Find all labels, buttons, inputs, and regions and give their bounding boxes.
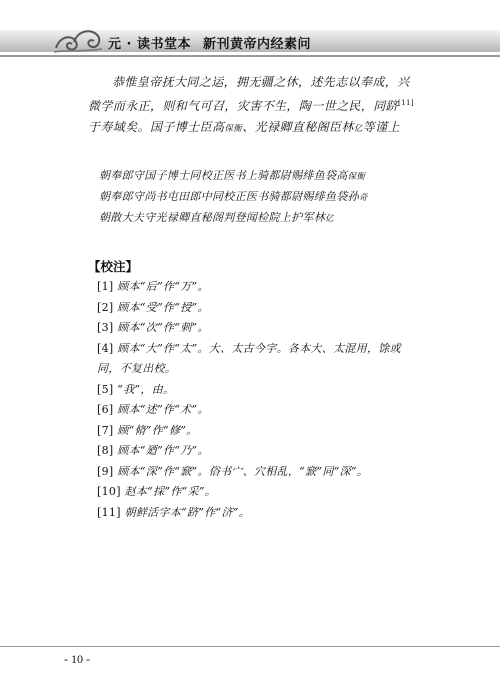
preface-sep: 、光禄卿直秘阁臣林 (242, 120, 354, 134)
page-content (88, 72, 420, 523)
notes-list (88, 277, 420, 523)
notes-heading: 【校注】 (88, 259, 139, 274)
page-number: - 10 - (64, 652, 90, 666)
preface-paragraph (88, 72, 420, 140)
note-item: [3] 顾本“次”作“刺”。 (97, 321, 209, 334)
footer-rule (0, 646, 500, 647)
book-title: 新刊黄帝内经素问 (203, 37, 312, 52)
header-title (108, 33, 311, 52)
note-item: [7] 顾“脩”作“修”。 (97, 423, 198, 437)
page-header (0, 0, 500, 62)
note-item: [4] 顾本“大”作“太”。大、太古今字。各本大、太混用，馀或同，不复出校。 (97, 341, 401, 375)
preface-text-tail: 于寿域矣。国子博士臣高 (88, 120, 225, 134)
preface-closing: 等谨上 (362, 120, 400, 134)
note-item: [10] 赵本“採”作“采”。 (97, 485, 217, 498)
signature-block (88, 166, 420, 229)
note-item: [11] 朝鲜活字本“跻”作“济”。 (97, 505, 250, 519)
note-item: [6] 顾本“述”作“术”。 (97, 403, 209, 416)
note-item: [8] 顾本“廼”作“乃”。 (97, 444, 209, 457)
preface-text: 恭惟皇帝抚大同之运，拥无疆之休，述先志以奉成，兴微学而永正，则和气可召，灾害不生，陶一世之民，同跻 (88, 75, 410, 113)
cloud-ornament-icon (52, 22, 104, 58)
series-title: 元 · 读书堂本 (108, 37, 191, 52)
note-reference: [11] (398, 99, 414, 107)
author-name: 亿 (353, 124, 363, 134)
signature-line: 朝散大夫守光禄卿直秘阁判登闻检院上护军林亿 (99, 211, 334, 224)
note-item: [9] 顾本“深”作“窾”。俗书宀、穴相乱，“窾”同“深”。 (97, 464, 369, 478)
note-item: [1] 顾本“后”作“万”。 (97, 280, 209, 293)
author-name: 保衡 (224, 124, 243, 134)
note-item: [2] 顾本“受”作“授”。 (97, 300, 209, 314)
note-item: [5] “我”，由。 (97, 382, 175, 396)
signature-line: 朝奉郎守尚书屯田郎中同校正医书骑都尉赐绯鱼袋孙奇 (99, 190, 368, 203)
signature-line: 朝奉郎守国子博士同校正医书上骑都尉赐绯鱼袋高保衡 (99, 169, 366, 182)
